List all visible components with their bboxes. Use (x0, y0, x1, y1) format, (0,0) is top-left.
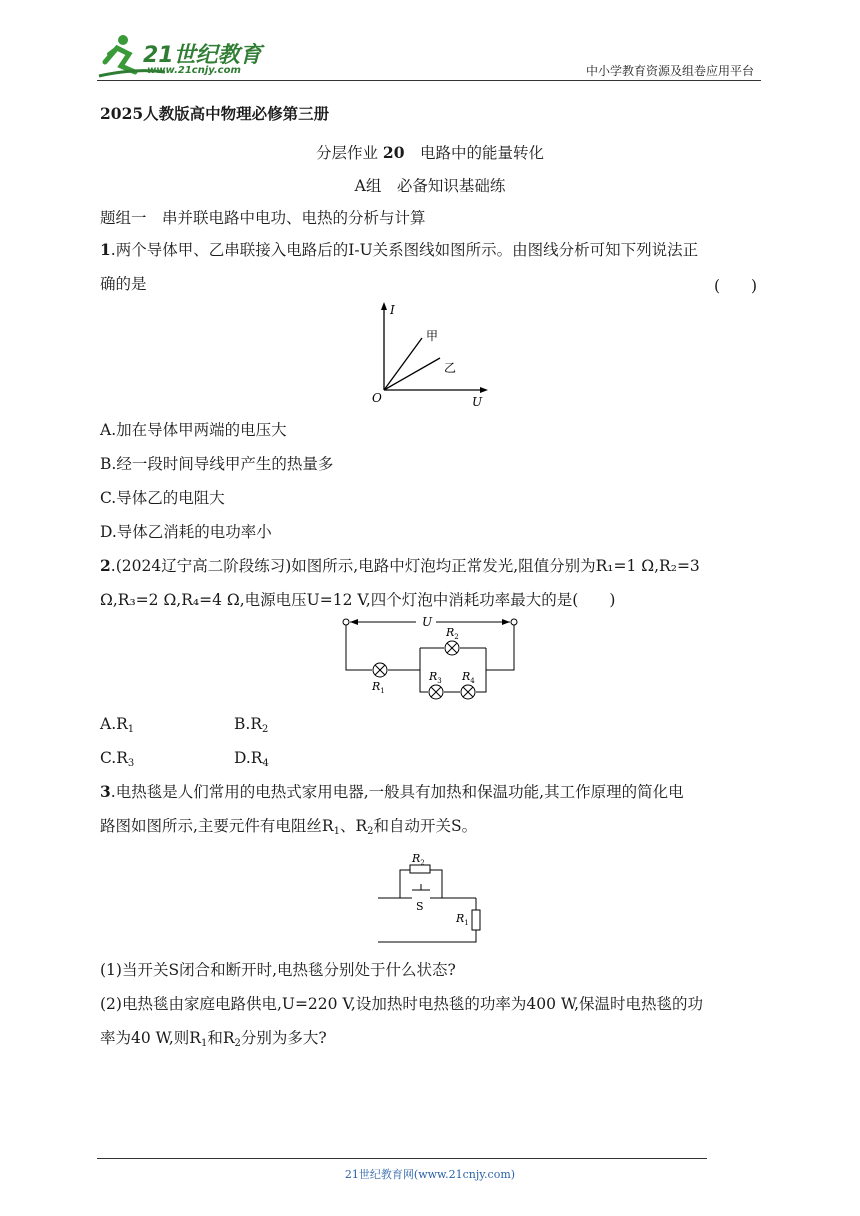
q1-line1: 1.两个导体甲、乙串联接入电路后的I-U关系图线如图所示。由图线分析可知下列说法正 (100, 240, 699, 259)
axis-i: I (390, 303, 395, 317)
logo-text: 21世纪教育 (143, 43, 262, 68)
origin-label: O (372, 391, 382, 405)
header-logo (95, 32, 265, 80)
iu-graph (368, 300, 488, 412)
q1-option-c: C.导体乙的电阻大 (100, 489, 225, 507)
q3-r2-label: $R_2$ (412, 852, 425, 867)
footer-text: 21世纪教育网(www.21cnjy.com) (344, 1168, 516, 1181)
q1-option-b: B.经一段时间导线甲产生的热量多 (100, 455, 334, 473)
topic-group: 题组一 串并联电路中电功、电热的分析与计算 (100, 209, 426, 227)
q3-sub1: (1)当开关S闭合和断开时,电热毯分别处于什么状态? (100, 961, 456, 979)
q2-option-b: $B.R_2$ (234, 715, 269, 735)
q1-answer-paren: ( ) (714, 277, 758, 295)
r4-label: $R_4$ (462, 670, 475, 685)
q2-line1: 2.(2024辽宁高二阶段练习)如图所示,电路中灯泡均正常发光,阻值分别为R₁=1 Ω,R₂=3 (100, 556, 700, 575)
header-rule (97, 80, 761, 81)
r3-label: $R_3$ (429, 670, 442, 685)
doc-title: 2025人教版高中物理必修第三册 (100, 104, 330, 123)
q3-r1-label: $R_1$ (456, 912, 469, 927)
group-title: A组 必备知识基础练 (354, 177, 506, 195)
q2-option-a: $A.R_1$ (100, 715, 135, 735)
assignment-title: 分层作业 20 电路中的能量转化 (315, 143, 545, 162)
q1-option-d: D.导体乙消耗的电功率小 (100, 523, 272, 541)
q3-sub2-line1: (2)电热毯由家庭电路供电,U=220 V,设加热时电热毯的功率为400 W,保温时电热毯的功 (100, 995, 704, 1013)
q3-line2: 路图如图所示,主要元件有电阻丝$R_1$、$R_2$和自动开关S。 (100, 817, 478, 837)
logo-url: www.21cnjy.com (147, 65, 241, 76)
r1-label: $R_1$ (372, 680, 385, 695)
q3-line1: 3.电热毯是人们常用的电热式家用电器,一般具有加热和保温功能,其工作原理的简化电 (100, 782, 684, 801)
q1-option-a: A.加在导体甲两端的电压大 (100, 421, 287, 439)
platform-name: 中小学教育资源及组卷应用平台 (585, 64, 754, 78)
line-b-label: 乙 (444, 361, 457, 375)
q2-option-c: $C.R_3$ (100, 749, 135, 769)
r2-label: $R_2$ (446, 626, 459, 641)
axis-u: U (472, 395, 483, 409)
q3-sub2-line2: 率为40 W,则$R_1$和$R_2$分别为多大? (100, 1029, 327, 1049)
voltage-label: U (422, 615, 433, 629)
q2-option-d: $D.R_4$ (234, 749, 269, 769)
q3-circuit (374, 846, 488, 946)
q1-line2: 确的是 (100, 275, 147, 293)
footer-rule (97, 1158, 707, 1159)
q2-circuit (338, 612, 528, 704)
q3-switch-label: S (416, 900, 424, 913)
q2-line2: Ω,R₃=2 Ω,R₄=4 Ω,电源电压U=12 V,四个灯泡中消耗功率最大的是( ) (100, 591, 616, 609)
line-a-label: 甲 (426, 329, 439, 343)
